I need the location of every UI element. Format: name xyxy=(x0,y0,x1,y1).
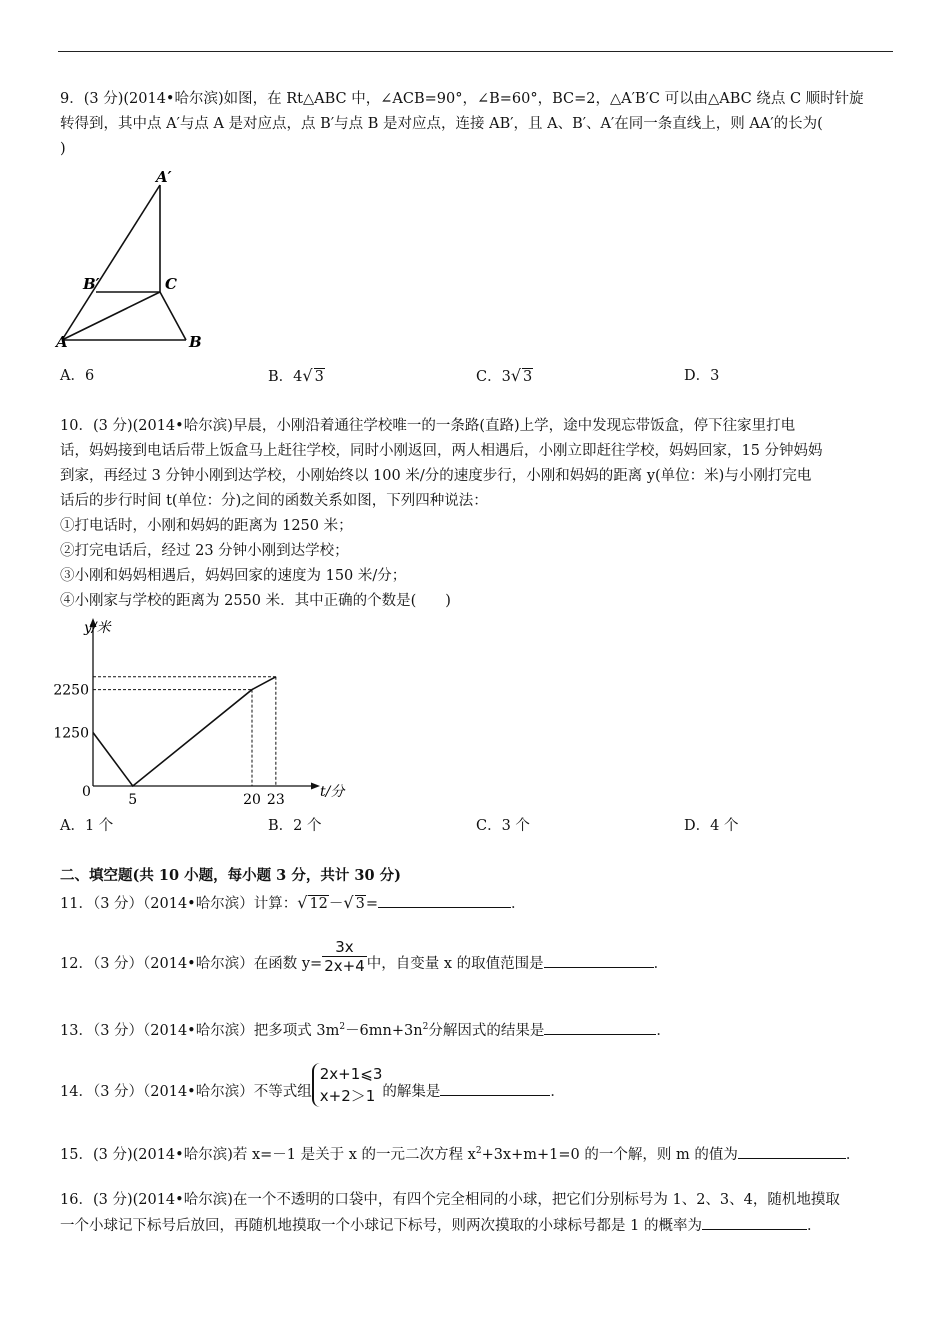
q11-end: ． xyxy=(511,896,526,912)
x-axis-label: t/分 xyxy=(320,784,345,800)
q13-answer-blank[interactable] xyxy=(544,1020,656,1035)
q15 xyxy=(60,1141,860,1165)
q12-numerator: 3x xyxy=(322,938,367,957)
q9-option-c-prefix: C．3 xyxy=(476,369,511,385)
q10-line-3: 到家，再经过 3 分钟小刚到达学校，小刚始终以 100 米/分的速度步行，小刚和妈妈的距离 y(单位：米)与小刚打完电 xyxy=(60,468,812,484)
x-tick-23: 23 xyxy=(266,792,285,808)
q9-option-b xyxy=(268,366,325,387)
x-tick-20: 20 xyxy=(243,792,261,808)
q12-fraction xyxy=(322,938,367,975)
q13-exponent-1: 2 xyxy=(339,1022,346,1032)
q10-statement-2: ②打完电话后，经过 23 分钟小刚到达学校； xyxy=(60,543,349,559)
q10-statement-4: ④小刚家与学校的距离为 2550 米．其中正确的个数是( ) xyxy=(60,593,451,609)
q9-option-c xyxy=(476,366,533,387)
q11 xyxy=(60,893,526,914)
q10-statement-1: ①打电话时，小刚和妈妈的距离为 1250 米； xyxy=(60,518,353,534)
q14-inequality-2: x+2＞1 xyxy=(319,1087,376,1105)
q14-post: 的解集是 xyxy=(382,1084,441,1100)
q11-prefix: 11．（3 分）（2014•哈尔滨）计算： xyxy=(60,896,298,912)
line-c-b xyxy=(160,292,186,340)
q14-end: ． xyxy=(550,1084,565,1100)
q13-middle: －6mn+3n xyxy=(345,1022,423,1039)
q10-option-c: C．3 个 xyxy=(476,818,530,834)
series-line xyxy=(93,677,276,786)
radical-sign: √ xyxy=(510,366,522,385)
q9-option-b-radicand: 3 xyxy=(314,369,324,385)
q15-prefix: 15．(3 分)(2014•哈尔滨)若 x=－1 是关于 x 的一元二次方程 x xyxy=(60,1146,476,1163)
q11-minus: － xyxy=(328,896,344,912)
q10-line-1: 10．(3 分)(2014•哈尔滨)早晨，小刚沿着通往学校唯一的一条路(直路)上学，途中发现忘带饭盒，停下往家里打电 xyxy=(60,418,796,434)
q9-option-b-prefix: B．4 xyxy=(268,369,303,385)
y-axis-label: y/米 xyxy=(84,620,111,636)
label-c: C xyxy=(165,275,177,293)
q10-option-b: B．2 个 xyxy=(268,818,322,834)
q16-line-2 xyxy=(60,1215,821,1236)
q13-prefix: 13．（3 分）（2014•哈尔滨）把多项式 3m xyxy=(60,1022,340,1039)
q16-line-2-text: 一个小球记下标号后放回，再随机地摸取一个小球记下标号，则两次摸取的小球标号都是 1 的概率为 xyxy=(60,1218,702,1234)
label-b-prime: B′ xyxy=(83,275,100,293)
q10-option-a: A．1 个 xyxy=(60,818,114,834)
q11-radicand-1: 12 xyxy=(309,896,328,912)
q15-exponent: 2 xyxy=(475,1146,482,1156)
q10-line-2: 话，妈妈接到电话后带上饭盒马上赶往学校，同时小刚返回，两人相遇后，小刚立即赶往学校，妈妈回家，15 分钟妈妈 xyxy=(60,443,823,459)
origin-label: 0 xyxy=(82,784,91,800)
q15-post: +3x+m+1=0 的一个解，则 m 的值为 xyxy=(481,1146,738,1163)
q12 xyxy=(60,937,669,975)
q16-answer-blank[interactable] xyxy=(702,1215,807,1230)
q9-triangle-figure xyxy=(50,165,220,355)
y-tick-1250: 1250 xyxy=(53,725,89,742)
q16-line-1: 16．(3 分)(2014•哈尔滨)在一个不透明的口袋中，有四个完全相同的小球，把它们分别标号为 1、2、3、4，随机地摸取 xyxy=(60,1192,840,1208)
q9-option-a: A．6 xyxy=(60,368,95,384)
q14-inequality-1: 2x+1⩽3 xyxy=(319,1065,383,1083)
graph-axes xyxy=(90,618,321,790)
q13 xyxy=(60,1017,671,1041)
q12-answer-blank[interactable] xyxy=(544,953,654,968)
q12-post: 中，自变量 x 的取值范围是 xyxy=(366,956,544,972)
q13-post: 分解因式的结果是 xyxy=(428,1022,545,1039)
q14-answer-blank[interactable] xyxy=(440,1081,550,1096)
q12-end: ． xyxy=(653,956,669,972)
q13-exponent-2: 2 xyxy=(422,1022,429,1032)
x-axis-arrow xyxy=(311,783,320,790)
q11-radicand-2: 3 xyxy=(355,896,365,912)
q14-prefix: 14．（3 分）（2014•哈尔滨）不等式组 xyxy=(60,1084,312,1100)
q12-prefix: 12．（3 分）（2014•哈尔滨）在函数 y= xyxy=(60,956,323,972)
q10-line-4: 话后的步行时间 t(单位：分)之间的函数关系如图，下列四种说法： xyxy=(60,493,488,509)
radical-sign: √ xyxy=(343,893,354,912)
q10-option-d: D．4 个 xyxy=(684,818,739,834)
header-rule xyxy=(58,51,893,52)
q10-distance-time-graph xyxy=(50,612,370,812)
x-tick-5: 5 xyxy=(128,792,138,808)
q13-end: ． xyxy=(656,1022,671,1039)
label-a-prime: A′ xyxy=(156,168,172,186)
q9-line-3: ) xyxy=(60,141,66,157)
section-2-title: 二、填空题(共 10 小题，每小题 3 分，共计 30 分) xyxy=(60,867,401,884)
q14 xyxy=(60,1065,565,1107)
q11-answer-blank[interactable] xyxy=(378,893,511,908)
q9-option-d: D．3 xyxy=(684,368,720,384)
q15-answer-blank[interactable] xyxy=(738,1144,846,1159)
q12-denominator: 2x+4 xyxy=(324,956,365,975)
q9-line-2: 转得到，其中点 A′与点 A 是对应点，点 B′与点 B 是对应点，连接 AB′，且 A、B′、A′在同一条直线上，则 AA′的长为( xyxy=(60,116,823,132)
label-a: A xyxy=(56,333,68,351)
radical-sign: √ xyxy=(297,893,308,912)
q10-statement-3: ③小刚和妈妈相遇后，妈妈回家的速度为 150 米/分； xyxy=(60,568,407,584)
q11-equals: = xyxy=(365,896,378,912)
q14-inequality-system xyxy=(312,1063,383,1107)
q15-end: ． xyxy=(845,1146,861,1163)
q9-option-c-radicand: 3 xyxy=(523,369,533,385)
y-tick-2250: 2250 xyxy=(53,682,89,699)
q16-end: ． xyxy=(806,1218,822,1234)
label-b: B xyxy=(189,333,202,351)
q9-line-1: 9．(3 分)(2014•哈尔滨)如图，在 Rt△ABC 中，∠ACB=90°，∠B=60°，BC=2，△A′B′C 可以由△ABC 绕点 C 顺时针旋 xyxy=(60,91,864,107)
radical-sign: √ xyxy=(302,366,313,385)
